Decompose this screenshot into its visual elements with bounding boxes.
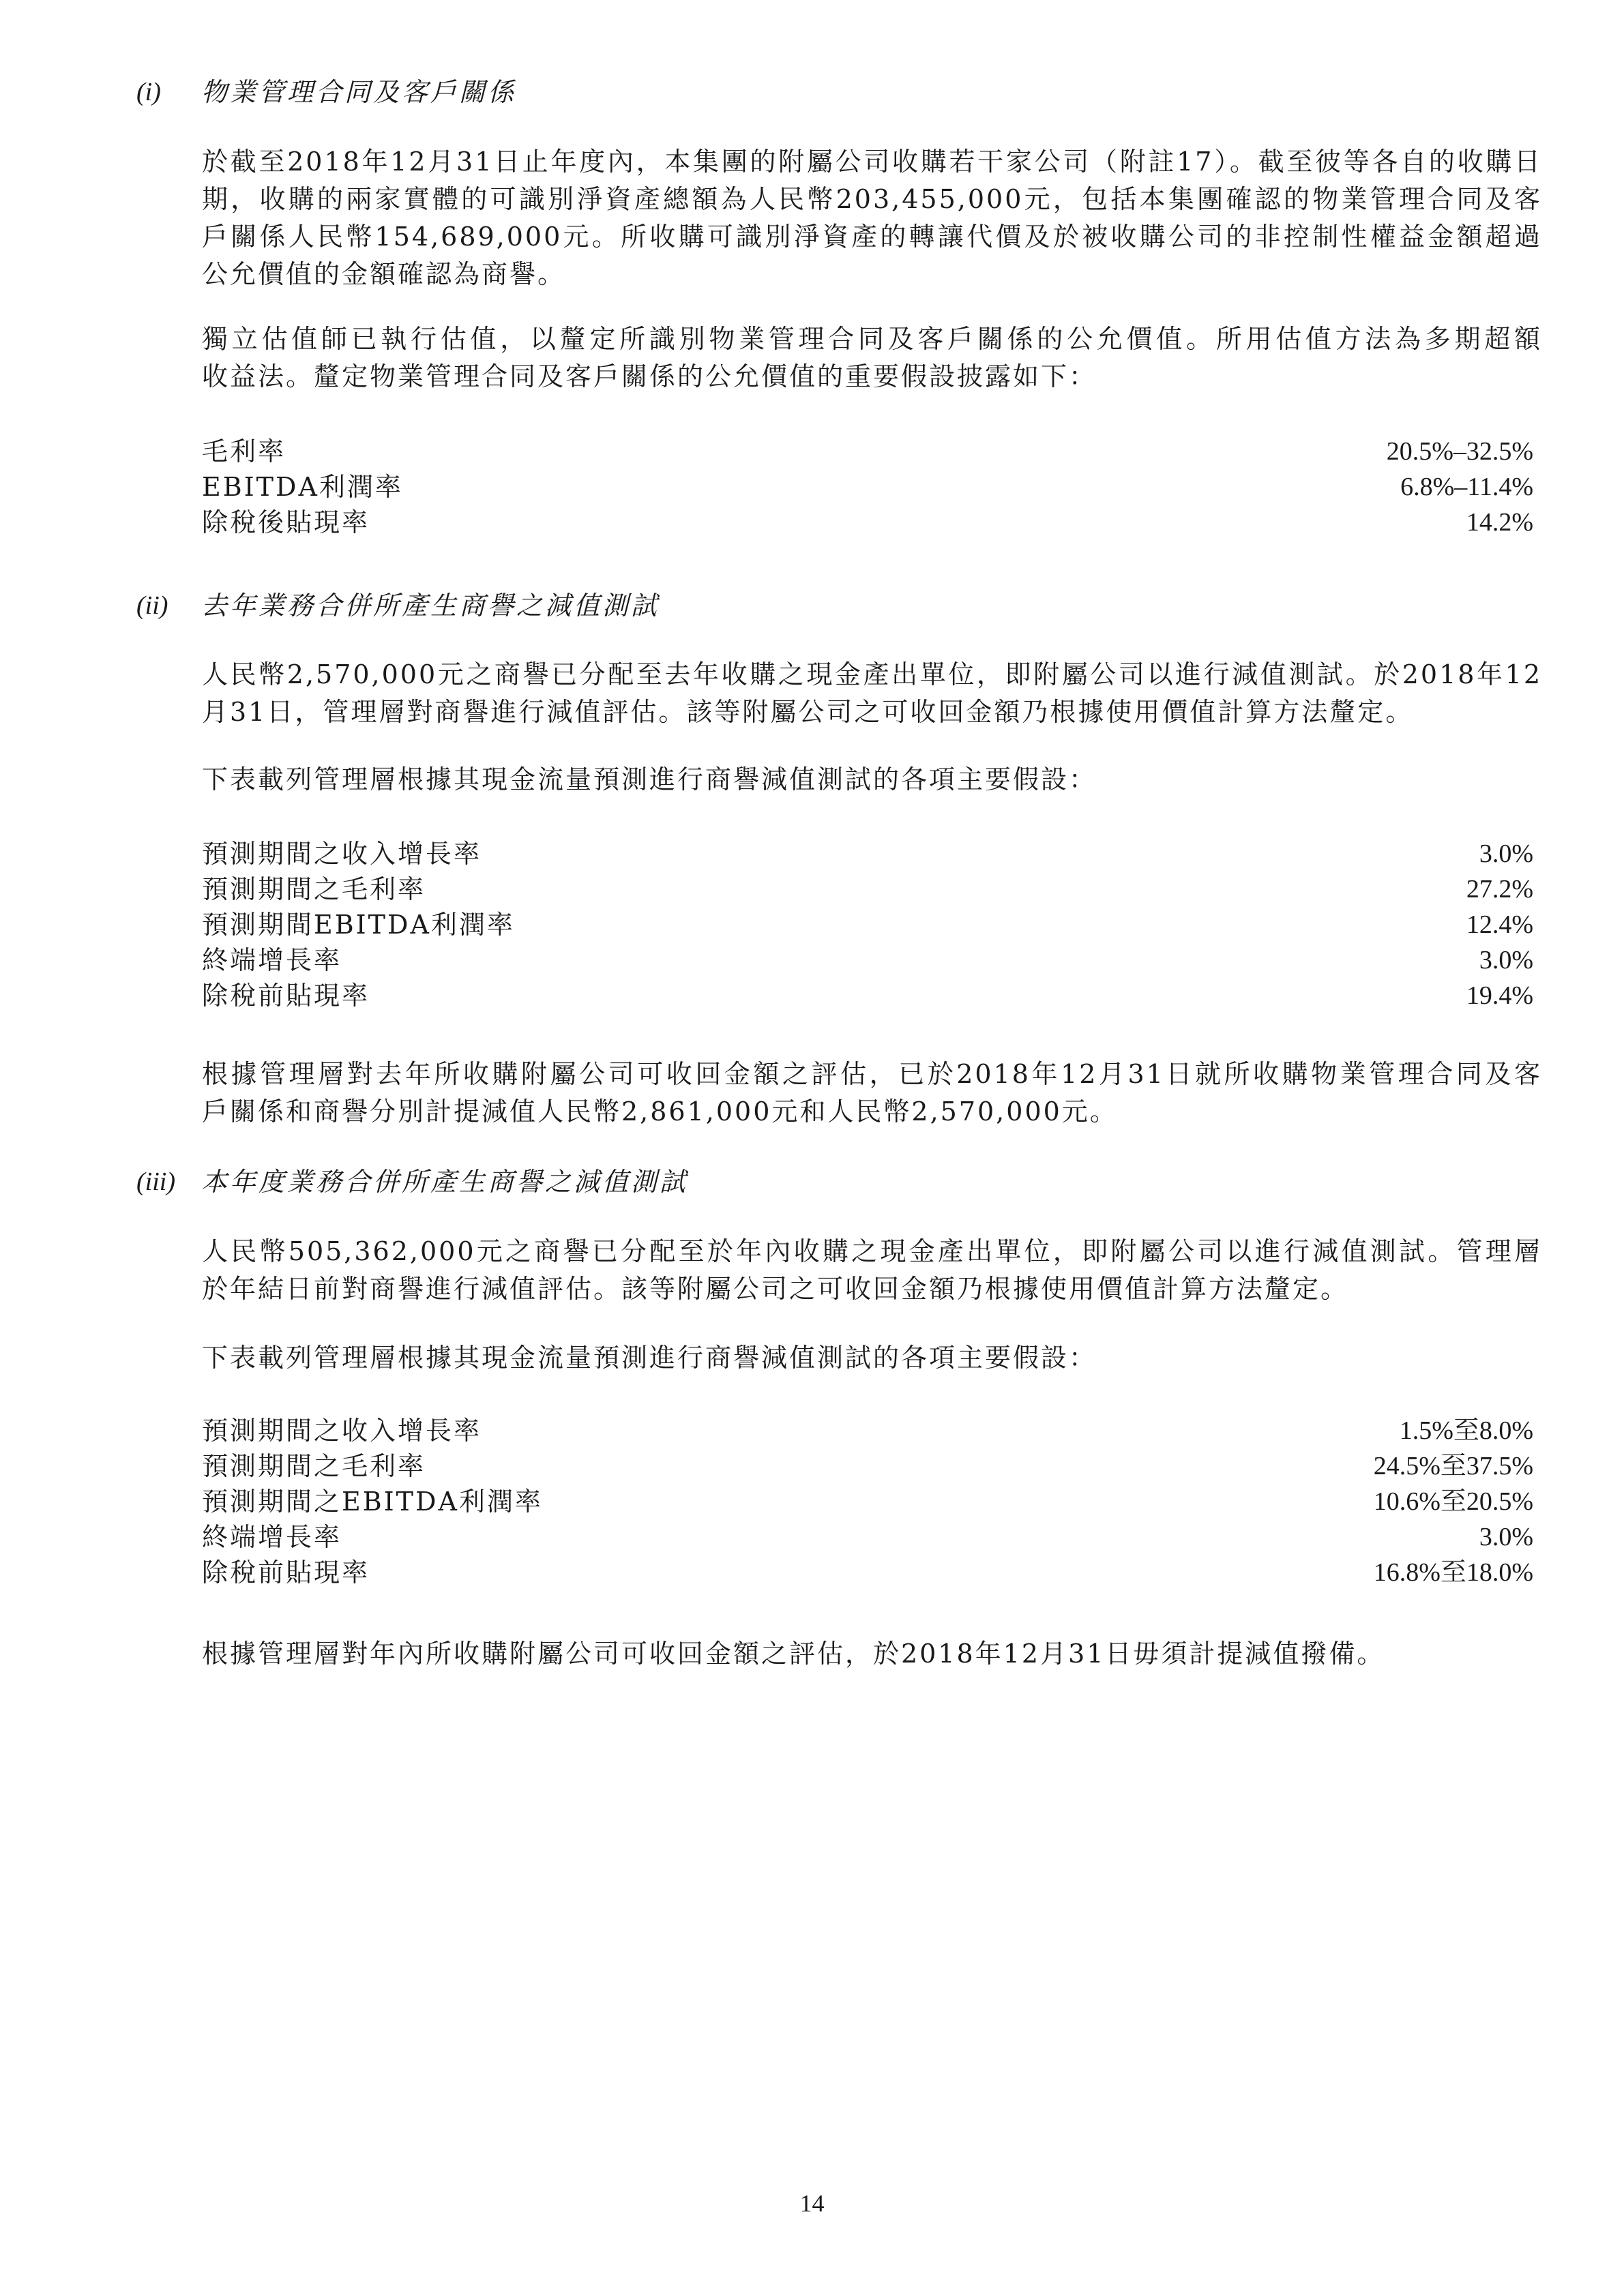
assumptions-table	[202, 434, 1533, 540]
row-value: 20.5%–32.5%	[1386, 437, 1533, 466]
page-number: 14	[799, 2190, 825, 2217]
paragraph-line: 下表載列管理層根據其現金流量預測進行商譽減值測試的各項主要假設：	[202, 764, 1097, 794]
row-label: 除稅前貼現率	[202, 1557, 370, 1587]
row-value: 3.0%	[1479, 1523, 1533, 1551]
row-label: 預測期間EBITDA利潤率	[202, 910, 515, 940]
paragraph-line: 月31日，管理層對商譽進行減值評估。該等附屬公司之可收回金額乃根據使用價值計算方法釐定。	[202, 697, 1414, 727]
section-number: (ii)	[136, 591, 168, 620]
row-value: 16.8%至18.0%	[1373, 1558, 1533, 1587]
paragraph-line: 於年結日前對商譽進行減值評估。該等附屬公司之可收回金額乃根據使用價值計算方法釐定。	[202, 1274, 1349, 1304]
section-title: 物業管理合同及客戶關係	[201, 77, 517, 107]
row-label: 毛利率	[202, 436, 286, 466]
row-value: 10.6%至20.5%	[1373, 1487, 1533, 1516]
paragraph	[202, 1339, 1542, 1377]
paragraph	[202, 1233, 1542, 1308]
row-label: 預測期間之收入增長率	[202, 839, 482, 869]
table-row	[202, 1413, 1533, 1448]
row-value: 1.5%至8.0%	[1399, 1416, 1533, 1445]
paragraph-line: 戶關係和商譽分別計提減值人民幣2,861,000元和人民幣2,570,000元。	[202, 1097, 1118, 1127]
paragraph	[202, 1056, 1542, 1131]
table-row	[202, 1555, 1533, 1590]
table-row	[202, 434, 1533, 469]
section-heading	[136, 585, 1541, 626]
section-ii	[136, 585, 1541, 626]
paragraph-line: 期，收購的兩家實體的可識別淨資產總額為人民幣203,455,000元，包括本集團確認的物業管理合同及客	[202, 184, 1542, 214]
paragraph-line: 戶關係人民幣154,689,000元。所收購可識別淨資產的轉讓代價及於被收購公司的非控制性權益金額超過	[202, 222, 1542, 252]
row-label: 除稅前貼現率	[202, 981, 370, 1011]
paragraph	[202, 320, 1542, 396]
section-heading	[136, 72, 1541, 113]
table-row	[202, 907, 1533, 942]
row-label: 預測期間之毛利率	[202, 874, 426, 904]
row-label: 預測期間之EBITDA利潤率	[202, 1487, 543, 1517]
row-value: 14.2%	[1466, 508, 1533, 537]
row-label: 預測期間之毛利率	[202, 1451, 426, 1481]
row-label: 終端增長率	[202, 945, 342, 975]
section-i	[136, 72, 1541, 113]
section-number: (i)	[136, 78, 161, 106]
paragraph-line: 收益法。釐定物業管理合同及客戶關係的公允價值的重要假設披露如下：	[202, 361, 1097, 391]
paragraph-line: 獨立估值師已執行估值，以釐定所識別物業管理合同及客戶關係的公允價值。所用估值方法為多期超額	[202, 324, 1542, 354]
paragraph-line: 於截至2018年12月31日止年度內，本集團的附屬公司收購若干家公司（附註17）。截至彼等各自的收購日	[202, 147, 1542, 177]
paragraph	[202, 656, 1542, 731]
table-row	[202, 505, 1533, 540]
section-iii	[136, 1161, 1541, 1202]
row-value: 3.0%	[1479, 946, 1533, 974]
table-row	[202, 836, 1533, 871]
row-label: 除稅後貼現率	[202, 507, 370, 537]
table-row	[202, 1448, 1533, 1484]
table-row	[202, 469, 1533, 505]
section-title: 本年度業務合併所產生商譽之減值測試	[201, 1167, 689, 1197]
paragraph	[202, 143, 1542, 293]
row-label: 終端增長率	[202, 1522, 342, 1552]
paragraph	[202, 1635, 1542, 1673]
section-title: 去年業務合併所產生商譽之減值測試	[201, 591, 660, 621]
section-heading	[136, 1161, 1541, 1202]
table-row	[202, 978, 1533, 1013]
assumptions-table	[202, 1413, 1533, 1590]
row-value: 19.4%	[1466, 981, 1533, 1010]
paragraph-line: 根據管理層對去年所收購附屬公司可收回金額之評估，已於2018年12月31日就所收購物業管理合同及客	[202, 1059, 1542, 1089]
row-label: EBITDA利潤率	[202, 472, 403, 502]
paragraph-line: 人民幣2,570,000元之商譽已分配至去年收購之現金產出單位，即附屬公司以進行減值測試。於2018年12	[202, 659, 1542, 689]
paragraph-line: 人民幣505,362,000元之商譽已分配至於年內收購之現金產出單位，即附屬公司以進行減值測試。管理層	[202, 1236, 1542, 1266]
paragraph	[202, 761, 1542, 799]
paragraph-line: 下表載列管理層根據其現金流量預測進行商譽減值測試的各項主要假設：	[202, 1343, 1097, 1373]
table-row	[202, 942, 1533, 978]
row-value: 3.0%	[1479, 839, 1533, 868]
row-value: 24.5%至37.5%	[1373, 1452, 1533, 1480]
paragraph-line: 公允價值的金額確認為商譽。	[202, 259, 566, 289]
table-row	[202, 1484, 1533, 1519]
assumptions-table	[202, 836, 1533, 1013]
table-row	[202, 1519, 1533, 1555]
table-row	[202, 871, 1533, 907]
section-number: (iii)	[136, 1167, 175, 1196]
paragraph-line: 根據管理層對年內所收購附屬公司可收回金額之評估，於2018年12月31日毋須計提減值撥備。	[202, 1639, 1385, 1669]
row-value: 6.8%–11.4%	[1400, 473, 1533, 501]
row-value: 27.2%	[1466, 875, 1533, 904]
row-value: 12.4%	[1466, 910, 1533, 939]
row-label: 預測期間之收入增長率	[202, 1416, 482, 1446]
